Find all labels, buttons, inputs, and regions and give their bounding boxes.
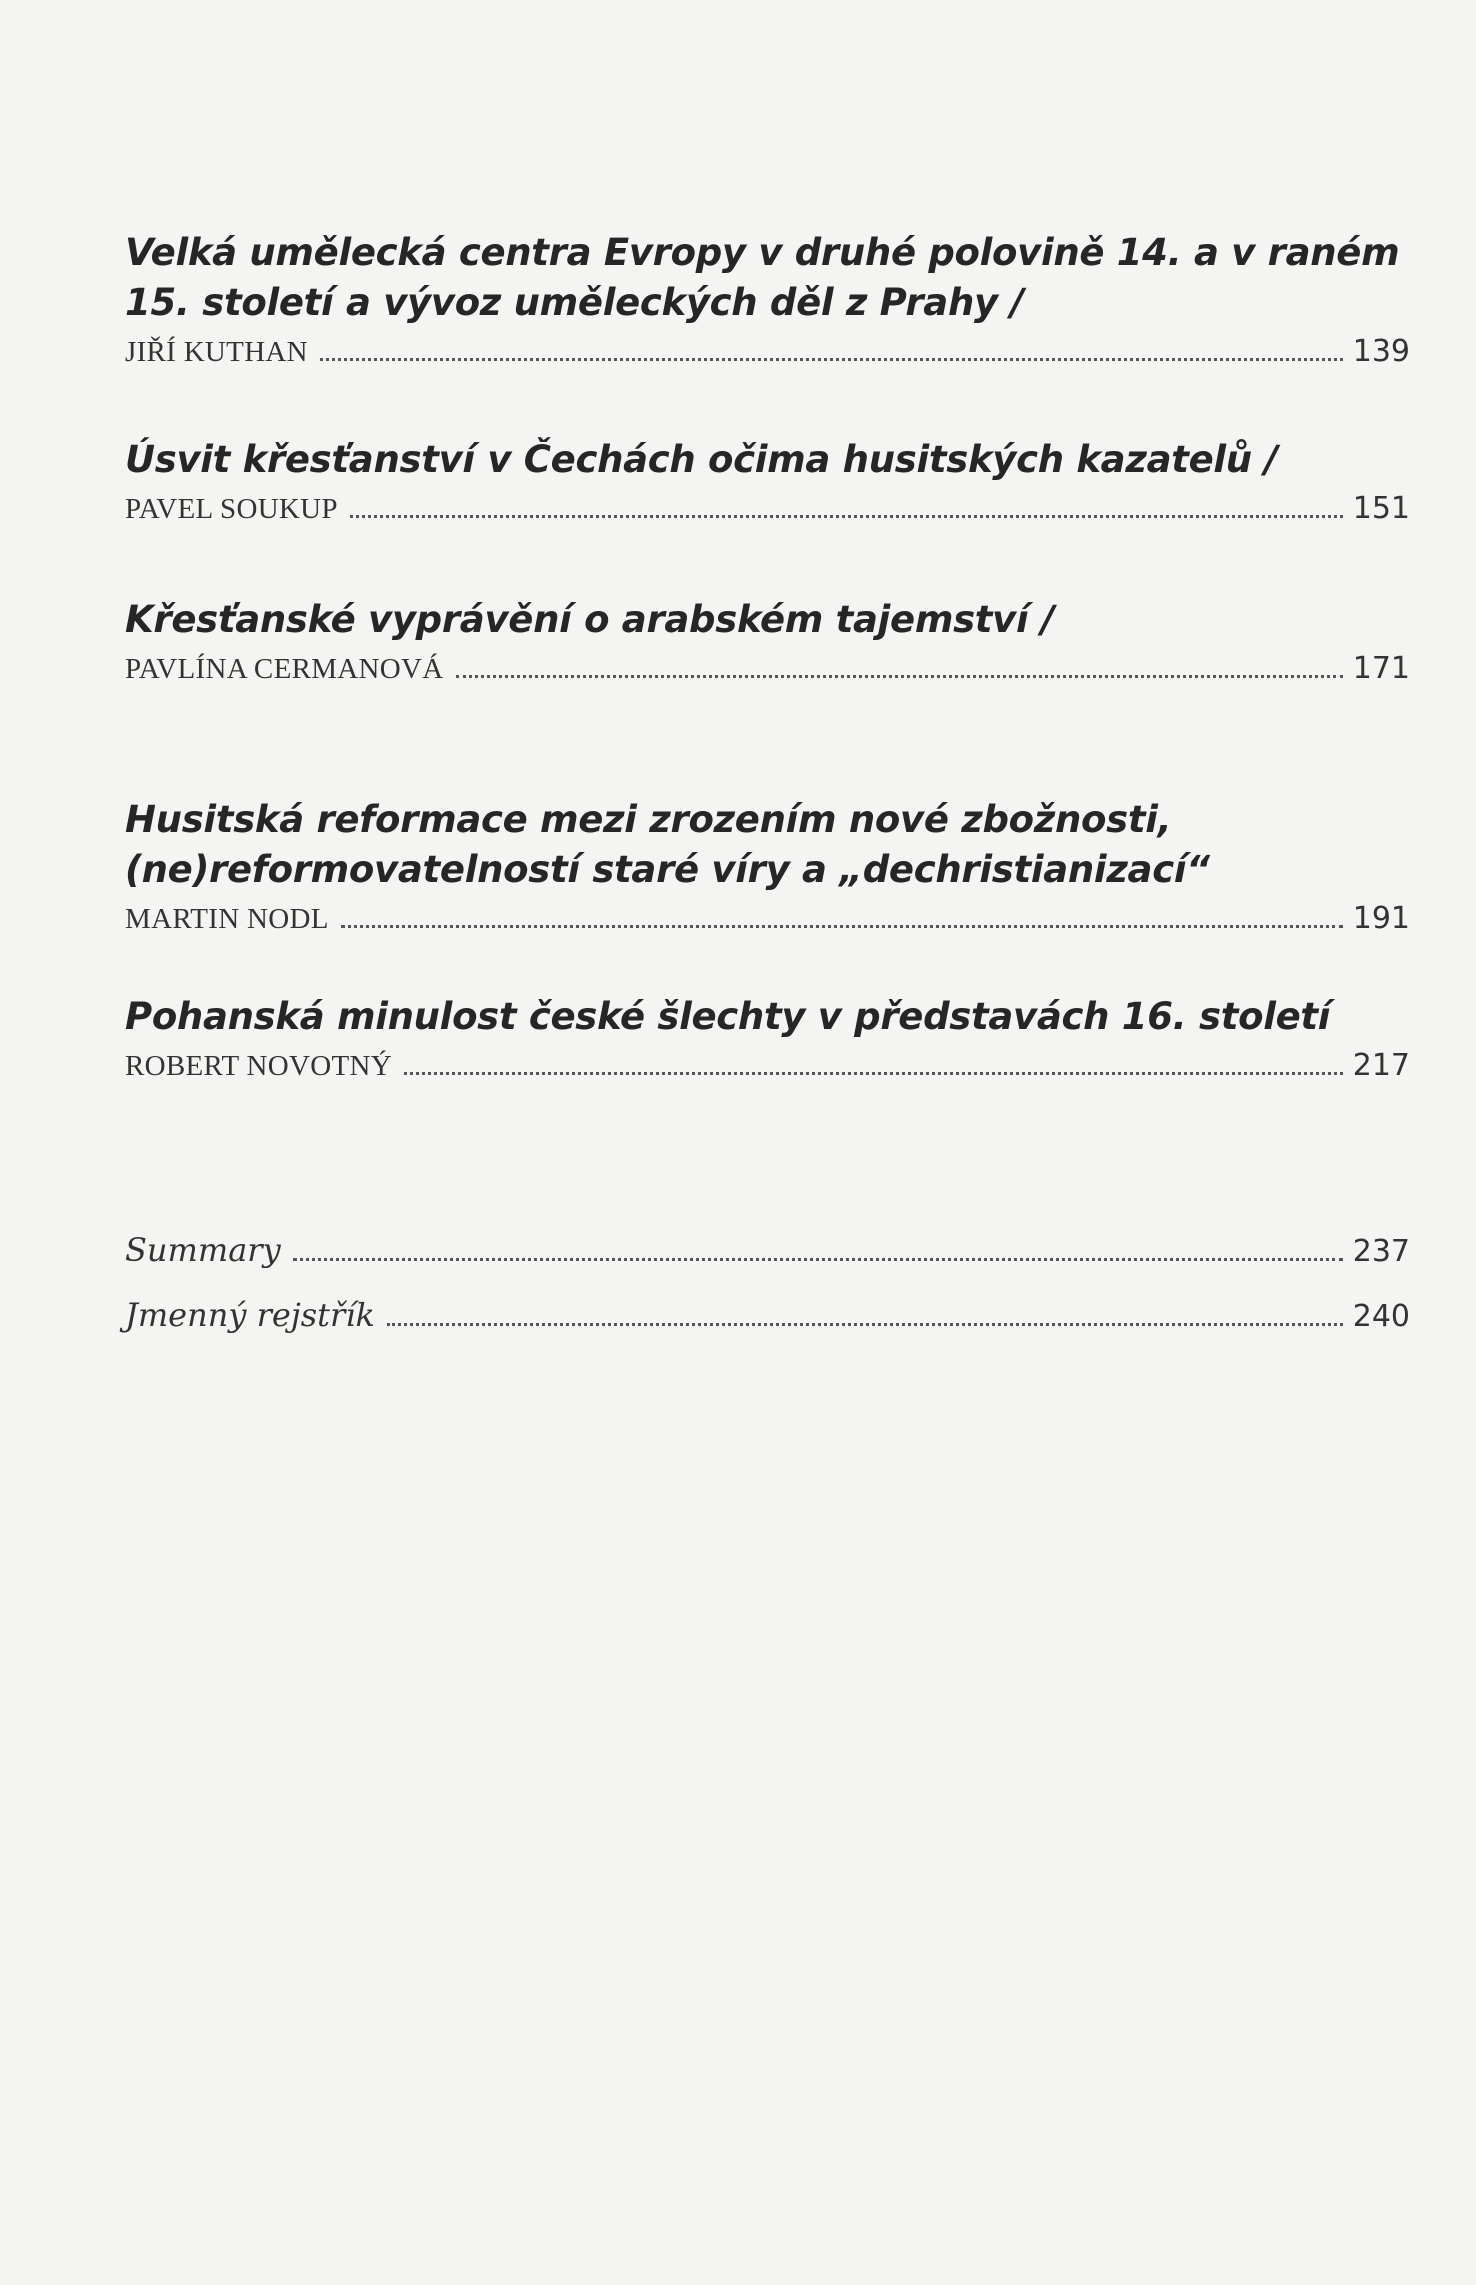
appendix-label: Summary (125, 1231, 281, 1269)
entry-title-line: Úsvit křesťanství v Čechách očima husitských kazatelů / (125, 438, 1278, 481)
entry-page-number: 139 (1352, 334, 1410, 369)
entry-author: JIŘÍ KUTHAN (125, 336, 308, 368)
entry-author: PAVLÍNA CERMANOVÁ (125, 653, 444, 685)
appendix-page-number: 237 (1352, 1234, 1410, 1269)
entry-author-line (125, 491, 1410, 526)
entry-page-number: 151 (1352, 491, 1410, 526)
dot-leader (456, 675, 1343, 678)
entry-page-number: 217 (1352, 1048, 1410, 1083)
entry-title (125, 228, 1410, 328)
entry-author-line (125, 334, 1410, 369)
entry-page-number: 191 (1352, 901, 1410, 936)
entry-title (125, 795, 1410, 895)
toc-entry (125, 228, 1410, 369)
entry-title (125, 992, 1410, 1042)
entry-author: PAVEL SOUKUP (125, 493, 338, 525)
entry-author-line (125, 651, 1410, 686)
toc-appendix-index (125, 1290, 1410, 1334)
appendix-page-number: 240 (1352, 1299, 1410, 1334)
dot-leader (293, 1258, 1343, 1261)
toc-entry (125, 435, 1410, 526)
dot-leader (350, 515, 1343, 518)
entry-title (125, 595, 1410, 645)
entry-author: ROBERT NOVOTNÝ (125, 1050, 392, 1082)
entry-page-number: 171 (1352, 651, 1410, 686)
entry-title-line: Husitská reformace mezi zrozením nové zbožnosti, (125, 798, 1172, 841)
toc-entry (125, 992, 1410, 1083)
toc-entry (125, 595, 1410, 686)
toc-appendix-summary (125, 1225, 1410, 1269)
entry-title-line: 15. století a vývoz uměleckých děl z Prahy / (125, 281, 1024, 324)
entry-title-line: Pohanská minulost české šlechty v představách 16. století (125, 995, 1331, 1038)
entry-author-line (125, 1048, 1410, 1083)
entry-author: MARTIN NODL (125, 903, 329, 935)
dot-leader (341, 925, 1343, 928)
dot-leader (404, 1072, 1343, 1075)
entry-author-line (125, 901, 1410, 936)
entry-title-line: Křesťanské vyprávění o arabském tajemství / (125, 598, 1055, 641)
appendix-line (125, 1231, 1410, 1269)
appendix-line (125, 1296, 1410, 1334)
entry-title-line: Velká umělecká centra Evropy v druhé polovině 14. a v raném (125, 231, 1400, 274)
entry-title (125, 435, 1410, 485)
entry-title-line: (ne)reformovatelností staré víry a „dechristianizací“ (125, 848, 1210, 891)
dot-leader (387, 1323, 1343, 1326)
toc-entry (125, 795, 1410, 936)
dot-leader (320, 358, 1343, 361)
appendix-label: Jmenný rejstřík (125, 1296, 375, 1334)
